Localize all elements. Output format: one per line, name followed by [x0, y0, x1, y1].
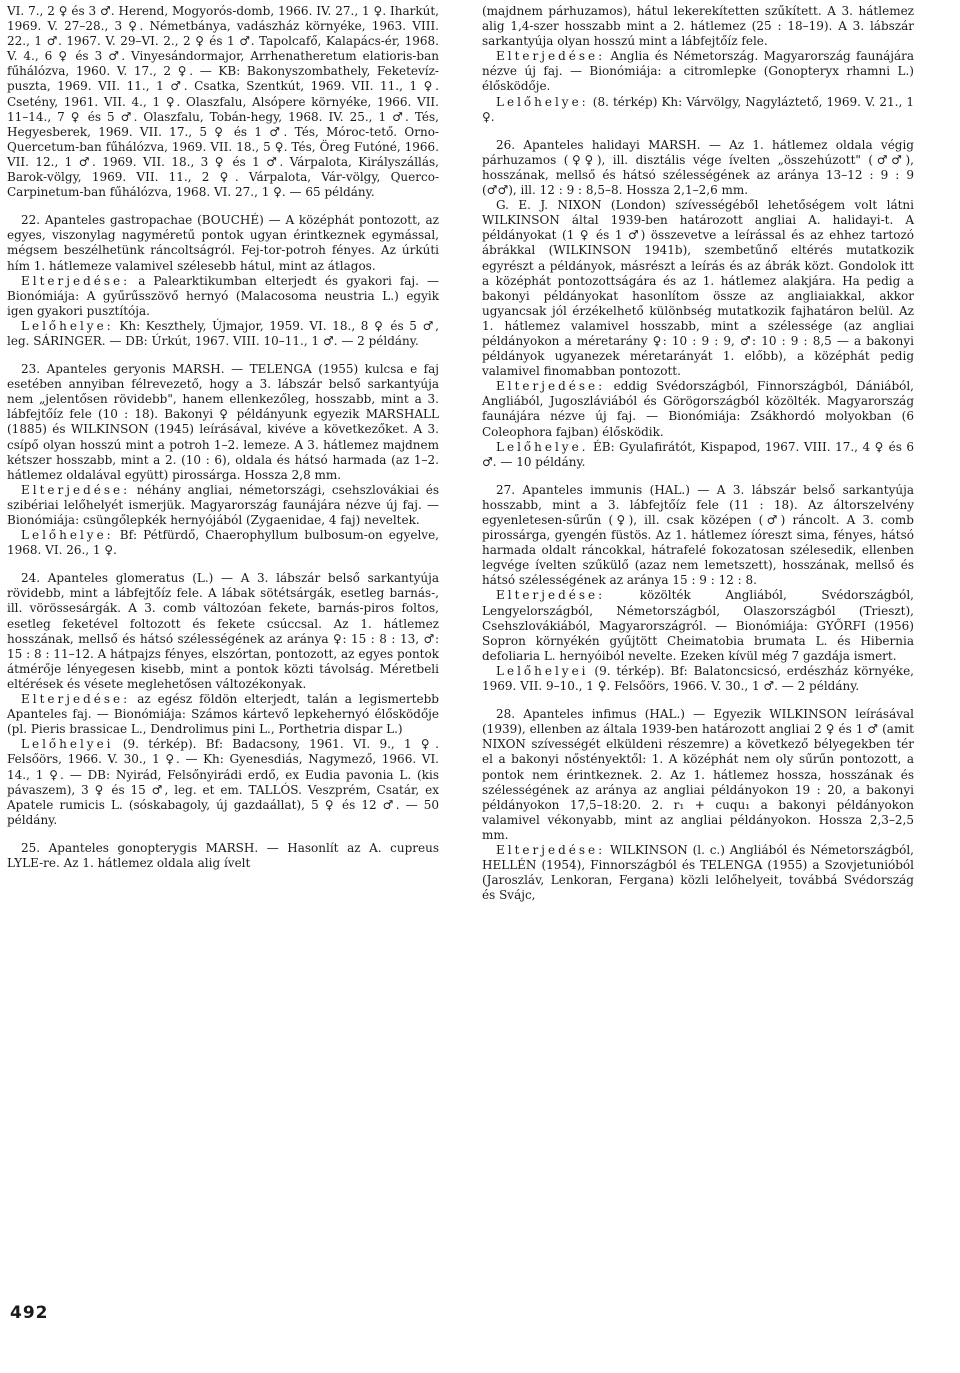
paragraph: [7, 319, 439, 349]
paragraph-text: néhány angliai, németországi, csehszlovákiai és szibériai lelőhelyét ismerjük. Magyarország faunájára nézve új faj. — Bionómiája: csüngőlepkék hernyójából (Zygaenidae, 4 faj) neveltek.: [7, 482, 439, 527]
paragraph: [482, 843, 914, 903]
section-gap: [482, 470, 914, 483]
paragraph: [482, 138, 914, 198]
paragraph-text: Kh: Keszthely, Újmajor, 1959. VI. 18., 8 ♀ és 5 ♂, leg. SÁRINGER. — DB: Úrkút, 1967. VIII. 10–11., 1 ♂. — 2 példány.: [7, 318, 439, 348]
paragraph: [7, 362, 439, 483]
paragraph-text: 23. Apanteles geryonis MARSH. — TELENGA (1955) kulcsa e faj esetében annyiban félrevezető, hogy a 3. lábszár belső sarkantyúja nem „jelentősen rövidebb", hanem ellenkezőleg, hosszabb, mint a 3. lábfejtőíz fele (10 : 18). Bakonyi ♀ példányunk egyezik MARSHALL (1885) és WILKINSON (1945) leírásával, kivéve a következőket. A 3. csípő olyan hosszú mint a potroh 1–2. lemeze. A 3. hátlemez majdnem kétszer hosszabb, mint a 2. (10 : 6), oldala és hátsó harmada (az 1–2. hátlemez oldalával együtt) pirossárga. Hossza 2,8 mm.: [7, 362, 439, 482]
section-gap: [7, 828, 439, 841]
paragraph: [7, 571, 439, 692]
paragraph-lead: Elterjedése:: [21, 482, 131, 497]
paragraph: [482, 95, 914, 125]
page-number: 492: [10, 1303, 49, 1323]
paragraph-lead: Lelőhelye.: [496, 439, 589, 454]
paragraph-lead: Lelőhelye:: [496, 94, 589, 109]
paragraph: [7, 841, 439, 871]
paragraph-lead: Lelőhelyei: [496, 663, 589, 678]
left-column: [7, 4, 439, 871]
paragraph-lead: Elterjedése:: [496, 49, 606, 64]
paragraph-text: az egész földön elterjedt, talán a legismertebb Apanteles faj. — Bionómiája: Számos kártevő lepkehernyó élősködője (pl. Pieris brassicae L., Dendrolimus pini L., Porthetria dispar L.): [7, 692, 439, 737]
paragraph: [7, 528, 439, 558]
paragraph: [482, 4, 914, 49]
paragraph-text: Bf: Pétfürdő, Chaerophyllum bulbosum-on egyelve, 1968. VI. 26., 1 ♀.: [7, 528, 439, 558]
paragraph: [482, 664, 914, 694]
section-gap: [482, 125, 914, 138]
paragraph-text: G. E. J. NIXON (London) szívességéből lehetőségem volt látni WILKINSON által 1939-ben határozott angliai A. halidayi-t. A példányokat (1 ♀ és 1 ♂) összevetve a leírással és az ehhez tartozó ábrákkal (WILKINSON 1941b), szembetűnő eltérés mutatkozik egyrészt a példányok, másrészt a leírás és az ábrák közt. Gondolok itt a középhát pontozottságára és az 1. hátlemez alakjára. Ha pedig a bakonyi példányokat hasonlítom össze az angliaiakkal, akkor ugyancsak jól érzékelhető különbség mutatkozik fajhatáron belül. Az 1. hátlemez valamivel hosszabb, mint a szélessége (az angliai példányokon a méretarány ♀: 10 : 9 : 9, ♂: 10 : 9 : 8,5 — a bakonyi példányok ugyanezek méretarányát 1. előbb), a középhát pedig valamivel finomabban pontozott.: [482, 198, 914, 379]
paragraph-text: VI. 7., 2 ♀ és 3 ♂. Herend, Mogyorós-domb, 1966. IV. 27., 1 ♀. Iharkút, 1969. V. 27–28., 3 ♀. Németbánya, vadászház környéke, 1963. VIII. 22., 1 ♂. 1967. V. 29–VI. 2., 2 ♀ és 1 ♂. Tapolcafő, Kalapács-ér, 1968. V. 4., 6 ♀ és 3 ♂. Vinyesándormajor, Arrhenatheretum elatioris-ban fűhálózva, 1960. V. 17., 2 ♀. — KB: Bakonyszombathely, Feketevíz-puszta, 1969. VII. 11., 1 ♂. Csatka, Szentkút, 1969. VII. 11., 1 ♀. Csetény, 1961. VII. 4., 1 ♀. Olaszfalu, Alsópere környéke, 1966. VII. 11–14., 7 ♀ és 5 ♂. Olaszfalu, Tobán-hegy, 1968. IV. 25., 1 ♂. Tés, Hegyesberek, 1969. VII. 17., 5 ♀ és 1 ♂. Tés, Móroc-tető. Orno-Quercetum-ban fűhálózva, 1969. VII. 18., 5 ♀. Tés, Öreg Futóné, 1966. VII. 12., 1 ♂. 1969. VII. 18., 3 ♀ és 1 ♂. Várpalota, Királyszállás, Barok-völgy, 1969. VII. 11., 2 ♀. Várpalota, Vár-völgy, Querco-Carpinetum-ban fűhálózva, 1968. VI. 27., 1 ♀. — 65 példány.: [7, 4, 439, 200]
paragraph-text: 28. Apanteles infimus (HAL.) — Egyezik WILKINSON leírásával (1939), ellenben az általa 1939-ben határozott angliai 2 ♀ és 1 ♂ (amit NIXON szívességét elküldeni részemre) a következő bélyegekben tér el a bakonyi nőstényektől: 1. A középhát nem oly sűrűn pontozott, a pontok nem érintkeznek. 2. Az 1. hátlemez hossza, hosszának és szélességének az aránya az angliai példányokon 19 : 20, a bakonyi példányokon 17,5–18:20. 2. r₁ + cuqu₁ a bakonyi példányokon valamivel vékonyabb, mint az angliai példányokon. Hossza 2,3–2,5 mm.: [482, 707, 914, 842]
section-gap: [7, 200, 439, 213]
paragraph-lead: Elterjedése:: [21, 273, 131, 288]
section-gap: [7, 558, 439, 571]
paragraph-text: (majdnem párhuzamos), hátul lekerekítetten szűkített. A 3. hátlemez alig 1,4-szer hosszabb mint a 2. hátlemez (25 : 18–19). A 3. lábszár sarkantyúja olyan hosszú mint a lábfejtőíz fele.: [482, 4, 914, 49]
paragraph-text: Anglia és Németország. Magyarország faunájára nézve új faj. — Bionómiája: a citromlepke (Gonopteryx rhamni L.) élősködője.: [482, 49, 914, 94]
paragraph: [482, 707, 914, 843]
paragraph-lead: Lelőhelye:: [21, 528, 114, 543]
paragraph: [482, 198, 914, 379]
paragraph-lead: Elterjedése:: [21, 692, 131, 707]
paragraph-text: (9. térkép). Bf: Balatoncsicsó, erdészház környéke, 1969. VII. 9–10., 1 ♀. Felsőörs, 1966. V. 30., 1 ♂. — 2 példány.: [482, 663, 914, 694]
paragraph: [482, 49, 914, 94]
paragraph-lead: Elterjedése:: [496, 588, 606, 603]
paragraph-text: 22. Apanteles gastropachae (BOUCHÉ) — A középhát pontozott, az egyes, viszonylag nagyméretű pontok ugyan érintkeznek egymással, mégsem beszélhetünk ráncoltságról. Fej-tor-potroh fényes. Az úrkúti hím 1. hátlemeze valamivel szélesebb hátul, mint az átlagos.: [7, 213, 439, 273]
paragraph: [7, 213, 439, 273]
paragraph-text: 27. Apanteles immunis (HAL.) — A 3. lábszár belső sarkantyúja hosszabb, mint a 3. lábfejtőíz fele (11 : 18). Az áltorszelvény egyenletesen-sűrűn (♀), ill. csak középen (♂) ráncolt. A 3. comb pirossárga, gyengén füstös. Az 1. hátlemez íóreszt sima, fényes, hátsó harmada oldalt ráncokkal, hátrafelé fokozatosan szélesedik, ellenben legvége ívelten szűkülő (azaz nem lemetszett), hosszának, mellső és hátsó szélességének az aránya 15 : 9 : 12 : 8.: [482, 482, 914, 588]
paragraph-text: eddig Svédországból, Finnországból, Dániából, Angliából, Jugoszláviából és Görögországból közölték. Magyarország faunájára nézve új faj. — Bionómiája: Zsákhordó molyokban (6 Coleophora fajban) élősködik.: [482, 379, 914, 439]
paragraph: [7, 737, 439, 828]
paragraph-lead: Lelőhelyei: [21, 737, 114, 752]
paragraph: [7, 4, 439, 200]
paragraph-lead: Lelőhelye:: [21, 318, 114, 333]
paragraph-lead: Elterjedése:: [496, 379, 606, 394]
section-gap: [7, 349, 439, 362]
paragraph-text: 26. Apanteles halidayi MARSH. — Az 1. hátlemez oldala végig párhuzamos (♀♀), ill. disztális vége ívelten „összehúzott" (♂♂), hosszának, mellső és hátsó szélességének az aránya 13–12 : 9 : 9 (♂♂), ill. 12 : 9 : 8,5–8. Hossza 2,1–2,6 mm.: [482, 137, 914, 198]
paragraph: [7, 274, 439, 319]
paragraph: [7, 483, 439, 528]
paragraph-text: (9. térkép). Bf: Badacsony, 1961. VI. 9., 1 ♀. Felsőörs, 1966. V. 30., 1 ♀. — Kh: Gyenesdiás, Nagymező, 1966. VI. 14., 1 ♀. — DB: Nyirád, Felsőnyirádi erdő, ex Eudia pavonia L. (kis pávaszem), 3 ♀ és 15 ♂, leg. et em. TALLÓS. Veszprém, Csatár, ex Apatele rumicis L. (sóskabagoly, új gazdaállat), 5 ♀ és 12 ♂. — 50 példány.: [7, 737, 439, 827]
paragraph-text: WILKINSON (l. c.) Angliából és Németországból, HELLÉN (1954), Finnországból és TELENGA (1955) a Szovjetunióból (Jaroszláv, Lenkoran, Fergana) közli lelőhelyeit, továbbá Svédország és Svájc,: [482, 842, 914, 903]
paragraph-text: 25. Apanteles gonopterygis MARSH. — Hasonlít az A. cupreus LYLE-re. Az 1. hátlemez oldala alig ívelt: [7, 840, 439, 870]
right-column: [482, 4, 914, 903]
paragraph: [482, 379, 914, 439]
paragraph-text: közölték Angliából, Svédországból, Lengyelországból, Németországból, Olaszországból (Trieszt), Csehszlovákiából, Magyarországról. — Bionómiája: GYŐRFI (1956) Sopron környékén gyűjtött Cheimatobia brumata L. és Hibernia defoliaria L. hernyóiból nevelte. Ezeken kívül még 7 gazdája ismert.: [482, 588, 914, 663]
paragraph-text: ÉB: Gyulafirátót, Kispapod, 1967. VIII. 17., 4 ♀ és 6 ♂. — 10 példány.: [482, 439, 914, 469]
paragraph: [482, 588, 914, 663]
paragraph: [7, 692, 439, 737]
paragraph-text: a Palearktikumban elterjedt és gyakori faj. — Bionómiája: A gyűrűsszövő hernyó (Malacosoma neustria L.) egyik igen gyakori pusztítója.: [7, 273, 439, 318]
paragraph: [482, 440, 914, 470]
paragraph-lead: Elterjedése:: [496, 842, 606, 857]
section-gap: [482, 694, 914, 707]
paragraph: [482, 483, 914, 589]
paragraph-text: 24. Apanteles glomeratus (L.) — A 3. lábszár belső sarkantyúja rövidebb, mint a lábfejtőíz fele. A lábak sötétsárgák, esetleg barnás-, ill. vörössesárgák. A 3. comb változóan fekete, barnás-piros foltos, esetleg feketével foltozott és fekete csúccsal. Az 1. hátlemez hosszának, mellső és hátsó szélességének az aránya ♀: 15 : 8 : 13, ♂: 15 : 8 : 11–12. A hátpajzs fényes, elszórtan, pontozott, az egyes pontok átmérője lényegesen kisebb, mint a pontok közti távolság. Méretbeli eltérések és vésete meglehetősen változékonyak.: [7, 571, 439, 691]
paragraph-text: (8. térkép) Kh: Várvölgy, Nagyláztető, 1969. V. 21., 1 ♀.: [482, 94, 914, 124]
